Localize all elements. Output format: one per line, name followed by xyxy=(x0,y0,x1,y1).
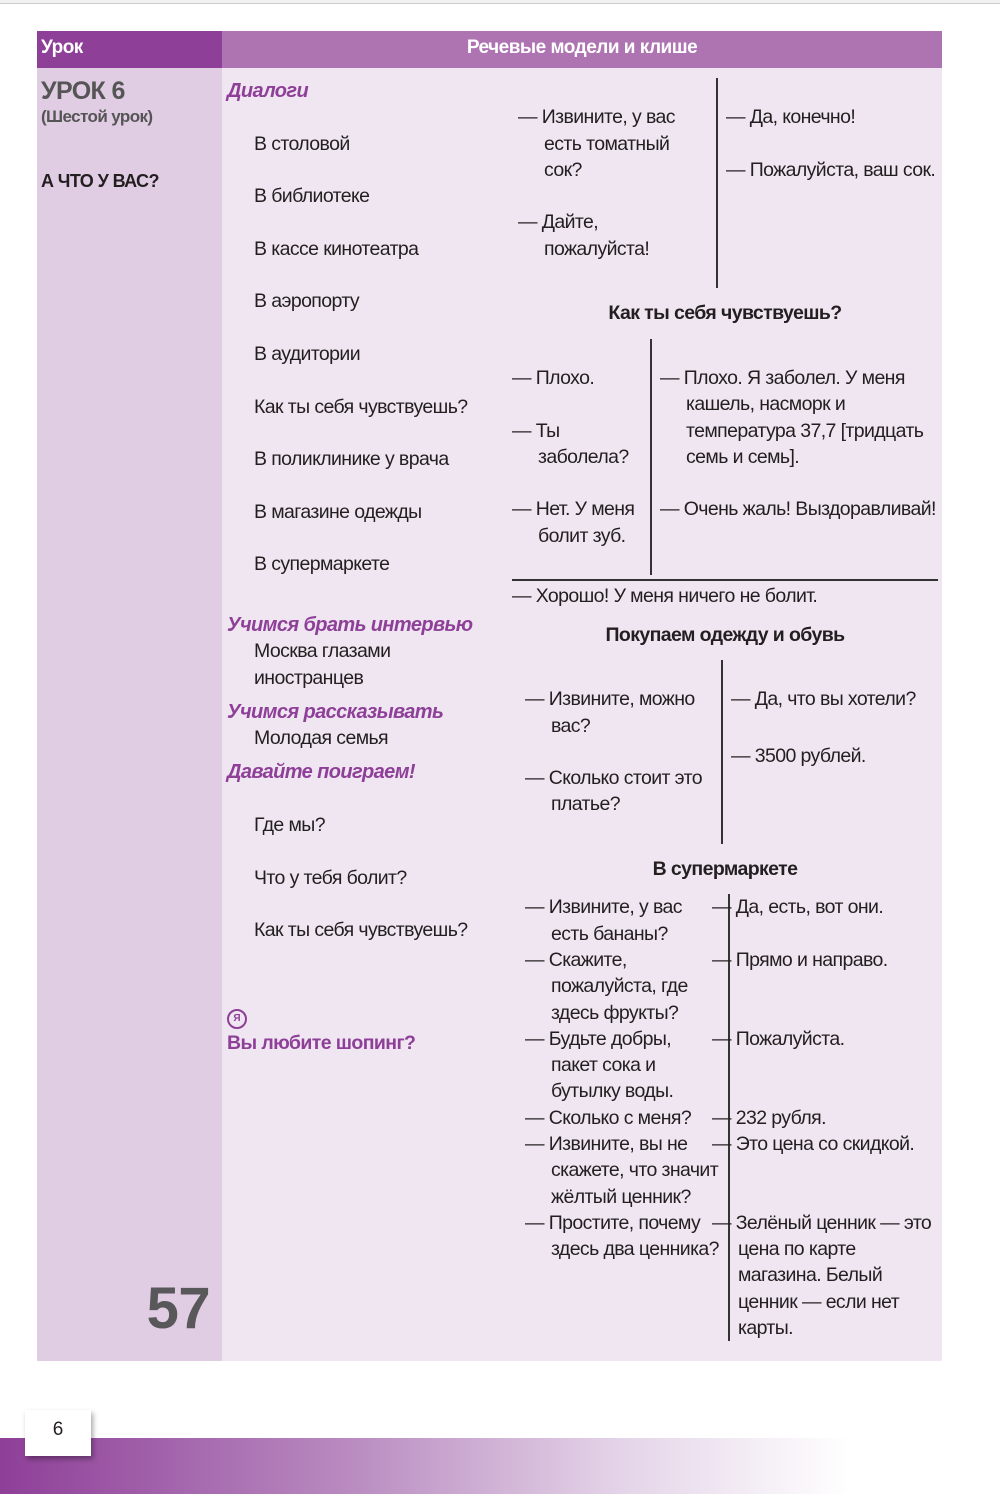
list-item[interactable]: Москва глазами иностранцев xyxy=(254,640,391,689)
dialog-line: — Простите, почему здесь два ценника? xyxy=(525,1210,730,1341)
dialog-heading: Покупаем одежду и обувь xyxy=(605,623,845,646)
dialog-line: — Да, есть, вот они. xyxy=(712,896,884,919)
speech-bubble-icon: Я xyxy=(227,1009,247,1029)
dialog-line: — Да, что вы хотели? xyxy=(731,688,916,711)
dialog-line: — Пожалуйста, ваш сок. xyxy=(726,158,936,181)
dialog-line: — 3500 рублей. xyxy=(731,744,866,767)
dialog-line: — Дайте, пожалуйста! xyxy=(518,211,650,260)
top-border xyxy=(0,0,1000,4)
dialog-line: — Сколько с меня? xyxy=(525,1105,730,1131)
dialog-line: — Плохо. xyxy=(512,366,595,389)
section-title-dialogs[interactable]: Диалоги xyxy=(227,80,309,102)
dialogs-column xyxy=(512,68,942,1361)
dialog-line: — Сколько стоит это платье? xyxy=(525,767,702,816)
list-item[interactable]: В библиотеке xyxy=(254,185,370,208)
dialog-line: — Извините, можно вас? xyxy=(525,688,695,737)
dialog-line: — 232 рубля. xyxy=(712,1106,826,1129)
dialog-line: — Извините, у вас есть бананы? xyxy=(525,894,730,947)
list-item[interactable]: В магазине одежды xyxy=(254,500,422,523)
lesson-subtitle: (Шестой урок) xyxy=(41,107,153,126)
section-items-dialogs xyxy=(227,104,508,604)
footer-gradient-bar xyxy=(0,1438,1000,1494)
dialog-line: — Будьте добры, пакет сока и бутылку воды. xyxy=(525,1026,730,1105)
dialog-line: — Это цена со скидкой. xyxy=(712,1132,915,1155)
dialog-line: — Очень жаль! Выздоравливай! xyxy=(660,498,936,521)
dialog1 xyxy=(512,78,938,288)
section-title-games[interactable]: Давайте поиграем! xyxy=(227,761,415,784)
dialog-line: — Да, конечно! xyxy=(726,106,856,129)
dialog1-right xyxy=(718,78,938,288)
dialog-line: — Извините, у вас есть томатный сок? xyxy=(518,106,675,181)
lesson-title: УРОК 6 xyxy=(41,77,125,105)
divider xyxy=(512,579,938,581)
dialog2-left xyxy=(512,339,652,576)
list-item[interactable]: В кассе кинотеатра xyxy=(254,237,419,260)
dialog-line: — Зелёный ценник — это цена по карте магазина. Белый ценник — если нет карты. xyxy=(712,1211,932,1340)
dialog-line: — Хорошо! У меня ничего не болит. xyxy=(512,585,818,608)
dialog-line: — Скажите, пожалуйста, где здесь фрукты? xyxy=(525,947,730,1026)
page-number: 6 xyxy=(25,1410,91,1456)
dialog4 xyxy=(512,894,938,1341)
dialog3-right xyxy=(723,660,938,844)
dialog-heading: Как ты себя чувствуешь? xyxy=(608,302,842,325)
sections-column xyxy=(222,68,512,1361)
section-shopping-title: Вы любите шопинг? xyxy=(227,1032,416,1055)
list-item[interactable]: Где мы? xyxy=(254,814,325,837)
dialog-line: — Пожалуйста. xyxy=(712,1027,845,1050)
dialog2-right xyxy=(652,339,938,576)
list-item[interactable]: В столовой xyxy=(254,132,350,155)
dialog-line: — Ты заболела? xyxy=(512,419,629,468)
lesson-topic: А ЧТО У ВАС? xyxy=(41,171,159,191)
dialog3 xyxy=(512,660,938,844)
section-items-games xyxy=(227,786,508,970)
dialog2 xyxy=(512,339,938,576)
dialog-line: — Нет. У меня болит зуб. xyxy=(512,498,635,547)
list-item[interactable]: В аэропорту xyxy=(254,290,360,313)
lesson-column xyxy=(37,68,222,1361)
dialog3-left xyxy=(525,660,723,844)
section-title-interview[interactable]: Учимся брать интервью xyxy=(227,613,473,636)
dialog-line: — Плохо. Я заболел. У меня кашель, насморк и температура 37,7 [тридцать семь и семь]. xyxy=(660,366,924,468)
dialog-line: — Прямо и направо. xyxy=(712,948,888,971)
list-item[interactable]: В поликлинике у врача xyxy=(254,448,449,471)
dialog-heading: В супермаркете xyxy=(652,858,798,881)
list-item[interactable]: Как ты себя чувствуешь? xyxy=(254,919,468,942)
footer xyxy=(0,1361,1000,1497)
list-item[interactable]: Как ты себя чувствуешь? xyxy=(254,395,468,418)
header-lesson: Урок xyxy=(37,31,222,68)
lesson-number: 57 xyxy=(146,1276,210,1342)
dialog-line: — Извините, вы не скажете, что значит жёлтый ценник? xyxy=(525,1131,730,1210)
list-item[interactable]: В супермаркете xyxy=(254,553,390,576)
header-speech-models: Речевые модели и клише xyxy=(222,31,942,68)
lesson-table xyxy=(37,31,942,1361)
list-item[interactable]: Что у тебя болит? xyxy=(254,866,407,889)
section-title-storytelling[interactable]: Учимся рассказывать xyxy=(227,700,444,723)
list-item[interactable]: В аудитории xyxy=(254,342,361,365)
list-item[interactable]: Молодая семья xyxy=(254,727,389,750)
section-shopping[interactable] xyxy=(227,978,508,1057)
dialog1-left xyxy=(518,78,718,288)
